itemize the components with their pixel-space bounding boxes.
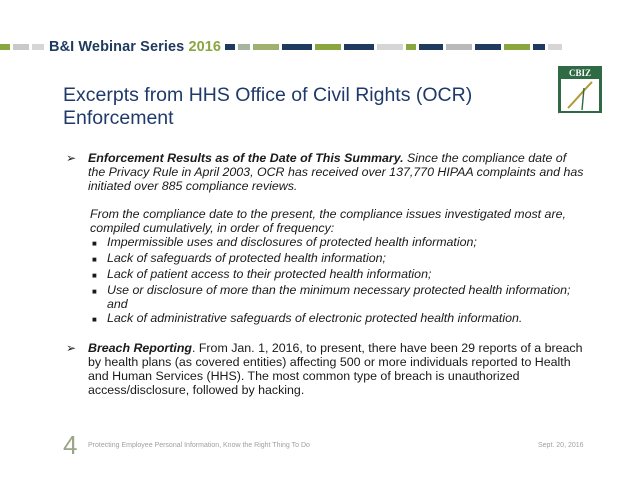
issues-list (92, 235, 586, 327)
banner-stripe (344, 44, 374, 50)
series-title-text: B&I Webinar Series (49, 39, 189, 55)
issues-intro: From the compliance date to the present, the compliance issues investigated most are, compiled cumulatively, in order of frequency: (90, 207, 566, 235)
banner-stripe (282, 44, 312, 50)
banner-stripe (238, 44, 250, 50)
issue-text: Impermissible uses and disclosures of protected health information; (107, 235, 477, 249)
list-item (92, 251, 586, 267)
banner-stripe (315, 44, 341, 50)
footer-date: Sept. 20, 2016 (538, 442, 584, 449)
banner-stripe (406, 44, 416, 50)
enforcement-bullet (66, 151, 586, 193)
enforcement-heading: Enforcement Results as of the Date of This Summary. (88, 151, 404, 165)
banner-stripe (13, 44, 29, 50)
enforcement-text: Since the compliance date of the Privacy Rule in April 2003, OCR has received over 137,770 HIPAA complaints and has initiated over 885 compliance reviews. (88, 151, 584, 193)
cbiz-logo-icon (558, 66, 602, 116)
series-banner (0, 40, 638, 54)
breach-heading: Breach Reporting (88, 341, 192, 355)
breach-bullet (66, 341, 586, 397)
issue-text: Lack of administrative safeguards of electronic protected health information. (107, 311, 523, 325)
banner-stripe (475, 44, 501, 50)
arrow-bullet-icon: ➢ (66, 341, 77, 355)
square-bullet-icon: ■ (92, 239, 97, 248)
cbiz-logo (558, 66, 602, 116)
banner-stripe (32, 44, 44, 50)
banner-stripe (225, 44, 235, 50)
arrow-bullet-icon: ➢ (66, 151, 77, 165)
page-number: 4 (63, 430, 78, 460)
banner-stripe (253, 44, 279, 50)
slide-title-line: Excerpts from HHS Office of Civil Rights (OCR) (63, 84, 473, 106)
banner-stripe (446, 44, 472, 50)
slide-content (66, 151, 586, 397)
square-bullet-icon: ■ (92, 271, 97, 280)
banner-stripe (533, 44, 545, 50)
list-item (92, 283, 586, 311)
series-title (49, 39, 221, 55)
square-bullet-icon: ■ (92, 287, 97, 296)
slide-title-line: Enforcement (63, 107, 174, 129)
banner-stripe (377, 44, 403, 50)
banner-stripe (0, 44, 10, 50)
slide-title (63, 84, 523, 130)
issue-text: Lack of patient access to their protected health information; (107, 267, 432, 281)
list-item (92, 267, 586, 283)
breach-text: . From Jan. 1, 2016, to present, there have been 29 reports of a breach by health plans (as covered entities) affecting 500 or more individuals reported to Health and Human Services (HHS). The most common type of breach is unauthorized access/disclosure, followed by hacking. (88, 341, 583, 397)
banner-stripe (419, 44, 443, 50)
logo-text: CBIZ (568, 68, 592, 78)
list-item (92, 235, 586, 251)
banner-stripe (504, 44, 530, 50)
square-bullet-icon: ■ (92, 255, 97, 264)
issue-text: Lack of safeguards of protected health information; (107, 251, 386, 265)
list-item (92, 311, 586, 327)
issue-text: Use or disclosure of more than the minimum necessary protected health information; and (107, 283, 571, 311)
square-bullet-icon: ■ (92, 315, 97, 324)
footer-caption: Protecting Employee Personal Information, Know the Right Thing To Do (88, 442, 310, 449)
issues-block (90, 207, 586, 327)
banner-stripe (548, 44, 562, 50)
series-year: 2016 (188, 39, 222, 55)
